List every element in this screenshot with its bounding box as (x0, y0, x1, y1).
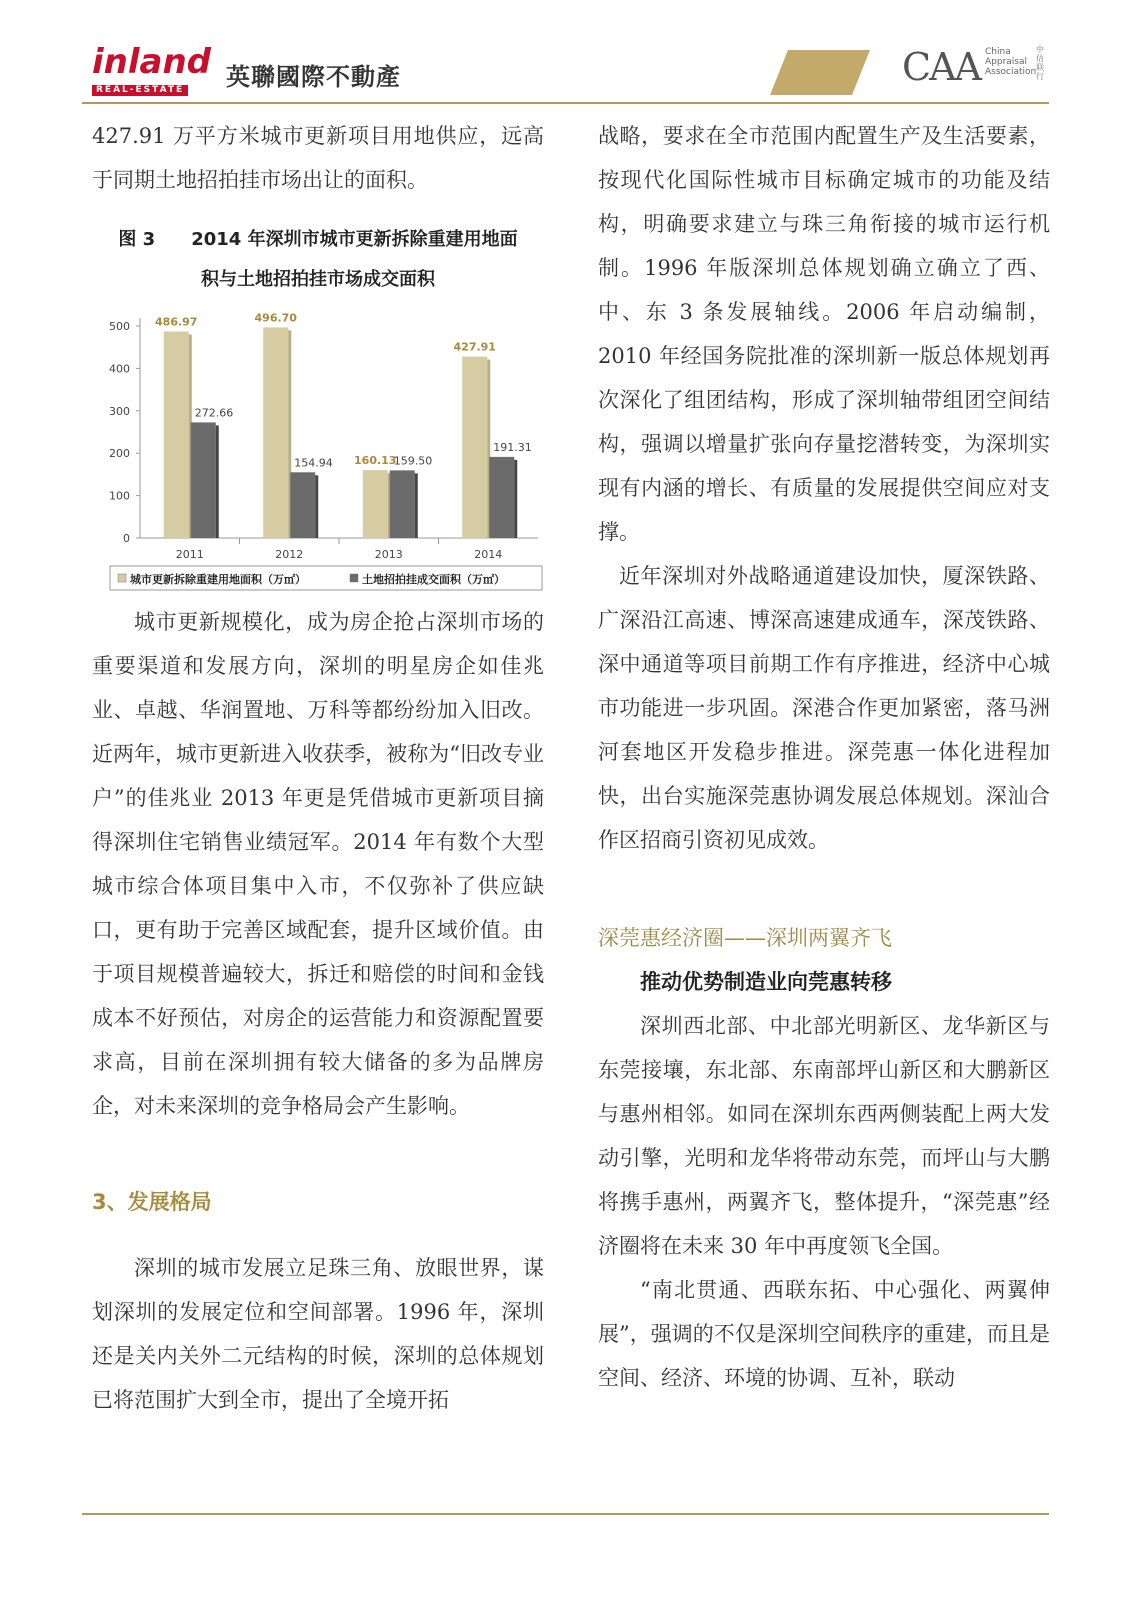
bar-side (514, 460, 517, 538)
y-tick-label: 200 (109, 447, 130, 461)
caa-logo: CAA (902, 45, 980, 89)
page-header (0, 0, 1131, 110)
legend-swatch (350, 574, 358, 582)
figure-number: 图 3 (118, 229, 156, 250)
data-label: 159.50 (393, 454, 433, 468)
bar-renewal-area (462, 357, 487, 538)
paragraph: 近年深圳对外战略通道建设加快，厦深铁路、广深沿江高速、博深高速建成通车，深茂铁路、深中通道等项目前期工作有序推进，经济中心城市功能进一步巩固。深港合作更加紧密，落马洲河套地区开发稳步推进。深莞惠一体化进程加快，出台实施深莞惠协调发展总体规划。深汕合作区招商引资初见成效。 (598, 564, 1050, 852)
y-tick-label: 300 (109, 404, 130, 418)
y-tick-label: 400 (109, 362, 130, 376)
data-label: 191.31 (493, 440, 532, 454)
caa-vertical-text: 中估联行 (1036, 45, 1044, 81)
y-tick-label: 0 (123, 532, 130, 545)
data-label: 496.70 (254, 311, 297, 325)
footer-rule (82, 1513, 1049, 1515)
bar-renewal-area (164, 332, 189, 538)
bar-auction-area (191, 422, 216, 538)
data-label: 154.94 (294, 456, 333, 470)
paragraph: 深圳的城市发展立足珠三角、放眼世界，谋划深圳的发展定位和空间部署。1996 年，深圳还是关内关外二元结构的时候，深圳的总体规划已将范围扩大到全市，提出了全境开拓 (92, 1256, 544, 1412)
figure-title-line-2: 积与土地招拍挂市场成交面积 (201, 269, 435, 290)
y-tick-label: 500 (109, 320, 130, 333)
header-rule (82, 102, 1049, 104)
x-tick-label: 2012 (275, 548, 304, 561)
brand-word: inland (92, 42, 211, 82)
bar-renewal-area (263, 327, 288, 538)
paragraph: “南北贯通、西联东拓、中心强化、两翼伸展”，强调的不仅是深圳空间秩序的重建，而且是空间、经济、环境的协调、互补，联动 (598, 1278, 1050, 1390)
data-label: 160.13 (354, 454, 397, 468)
paragraph: 深圳西北部、中北部光明新区、龙华新区与东莞接壤，东北部、东南部坪山新区和大鹏新区与惠州相邻。如同在深圳东西两侧装配上两大发动引擎，光明和龙华将带动东莞，而坪山与大鹏将携手惠州，两翼齐飞，整体提升，“深莞惠”经济圈将在未来 30 年中再度领飞全国。 (598, 1014, 1050, 1258)
bar-auction-area (390, 470, 415, 538)
bar-side (216, 425, 219, 538)
y-tick-label: 100 (109, 489, 130, 503)
bar-chart (92, 306, 544, 592)
section-title: 3、发展格局 (92, 1190, 212, 1214)
paragraph: 城市更新规模化，成为房企抢占深圳市场的重要渠道和发展方向，深圳的明星房企如佳兆业、卓越、华润置地、万科等都纷纷加入旧改。近两年，城市更新进入收获季，被称为“旧改专业户”的佳兆业 2013 年更是凭借城市更新项目摘得深圳住宅销售业绩冠军。2014 年有数个大型城市综合体项目集中入市，不仅弥补了供应缺口，更有助于完善区域配套，提升区域价值。由于项目规模普遍较大，拆迁和赔偿的时间和金钱成本不好预估，对房企的运营能力和资源配置要求高，目前在深圳拥有较大储备的多为品牌房企，对未来深圳的竞争格局会产生影响。 (92, 610, 544, 1118)
gold-wedge-icon (770, 50, 870, 95)
legend-label: 土地招拍挂成交面积（万㎡） (362, 573, 505, 586)
caa-logo-subtitle: China Appraisal Association (985, 47, 1037, 77)
left-column (92, 114, 544, 1422)
section-subheading: 推动优势制造业向莞惠转移 (640, 970, 892, 994)
bar-side (415, 473, 418, 538)
legend-label: 城市更新拆除重建用地面积（万㎡） (130, 573, 306, 586)
figure-caption (92, 220, 544, 300)
inland-logo (92, 42, 211, 96)
legend-swatch (118, 574, 126, 582)
x-tick-label: 2013 (374, 548, 403, 561)
bar-renewal-area (363, 470, 388, 538)
brand-sub: REAL-ESTATE (92, 85, 188, 96)
brand-chinese-name: 英聯國際不動產 (226, 63, 401, 91)
data-label: 486.97 (155, 315, 198, 329)
paragraph: 427.91 万平方米城市更新项目用地供应，远高于同期土地招拍挂市场出让的面积。 (92, 124, 544, 192)
data-label: 272.66 (194, 406, 234, 420)
data-label: 427.91 (453, 340, 496, 354)
bar-side (315, 475, 318, 538)
right-column (598, 114, 1050, 1400)
section-heading: 深莞惠经济圈——深圳两翼齐飞 (598, 926, 892, 950)
paragraph: 战略，要求在全市范围内配置生产及生活要素，按现代化国际性城市目标确定城市的功能及结构，明确要求建立与珠三角衔接的城市运行机制。1996 年版深圳总体规划确立确立了西、中、东 3 条发展轴线。2006 年启动编制，2010 年经国务院批准的深圳新一版总体规划再次深化了组团结构，形成了深圳轴带组团空间结构，强调以增量扩张向存量挖潜转变，为深圳实现有内涵的增长、有质量的发展提供空间应对支撑。 (598, 124, 1050, 544)
x-tick-label: 2014 (474, 548, 503, 561)
x-tick-label: 2011 (175, 548, 204, 561)
bar-auction-area (290, 472, 315, 538)
figure-title-line-1: 2014 年深圳市城市更新拆除重建用地面 (191, 229, 518, 250)
bar-auction-area (489, 457, 514, 538)
